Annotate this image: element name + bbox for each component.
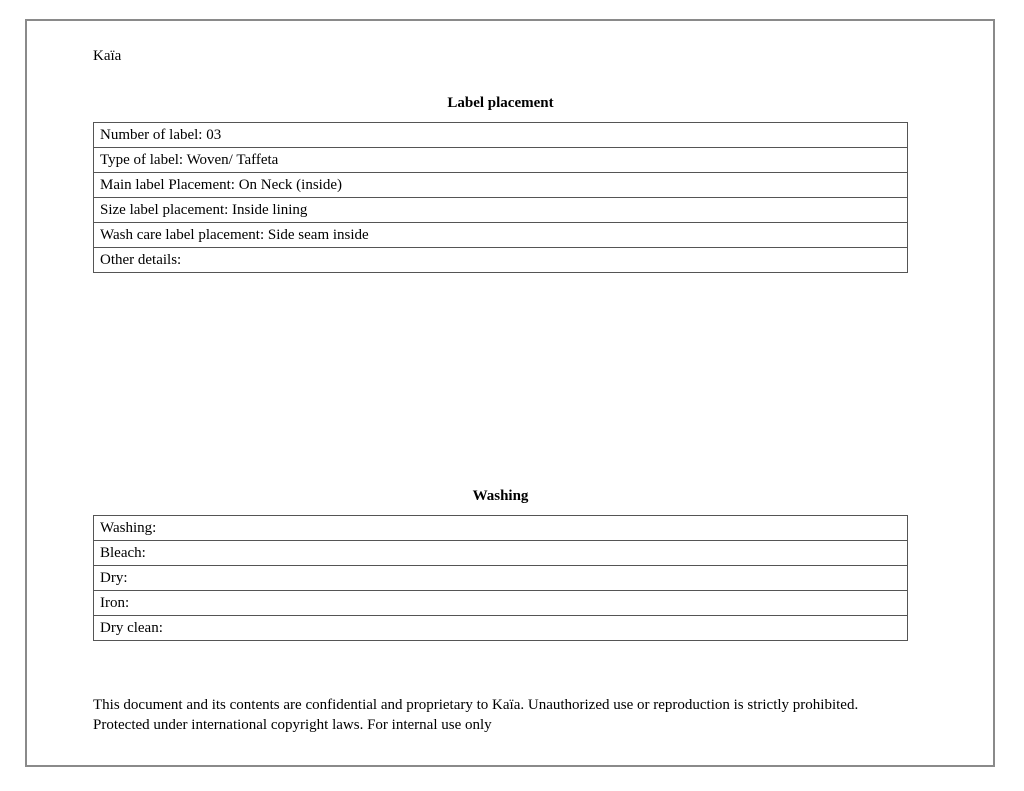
bleach-cell: Bleach: [94, 541, 908, 566]
brand-name: Kaïa [93, 48, 122, 64]
washing-title: Washing [472, 488, 529, 504]
other-details-cell: Other details: [94, 248, 908, 273]
confidentiality-notice [93, 695, 923, 735]
iron-cell: Iron: [94, 591, 908, 616]
table-row [94, 223, 908, 248]
size-label-placement-cell: Size label placement: Inside lining [94, 198, 908, 223]
table-row [94, 566, 908, 591]
confidentiality-line-1: This document and its contents are confidential and proprietary to Kaïa. Unauthorized use or reproduction is strictly prohibited. [93, 697, 859, 713]
table-row [94, 516, 908, 541]
wash-care-label-placement-cell: Wash care label placement: Side seam inside [94, 223, 908, 248]
table-row [94, 616, 908, 641]
table-row [94, 198, 908, 223]
table-row [94, 248, 908, 273]
main-label-placement-cell: Main label Placement: On Neck (inside) [94, 173, 908, 198]
table-row [94, 148, 908, 173]
label-placement-table [93, 122, 908, 273]
washing-cell: Washing: [94, 516, 908, 541]
number-of-label-cell: Number of label: 03 [94, 123, 908, 148]
table-row [94, 123, 908, 148]
label-placement-title: Label placement [447, 95, 554, 111]
washing-table [93, 515, 908, 641]
confidentiality-line-2: Protected under international copyright laws. For internal use only [93, 717, 492, 733]
dry-cell: Dry: [94, 566, 908, 591]
table-row [94, 541, 908, 566]
table-row [94, 173, 908, 198]
table-row [94, 591, 908, 616]
type-of-label-cell: Type of label: Woven/ Taffeta [94, 148, 908, 173]
dry-clean-cell: Dry clean: [94, 616, 908, 641]
